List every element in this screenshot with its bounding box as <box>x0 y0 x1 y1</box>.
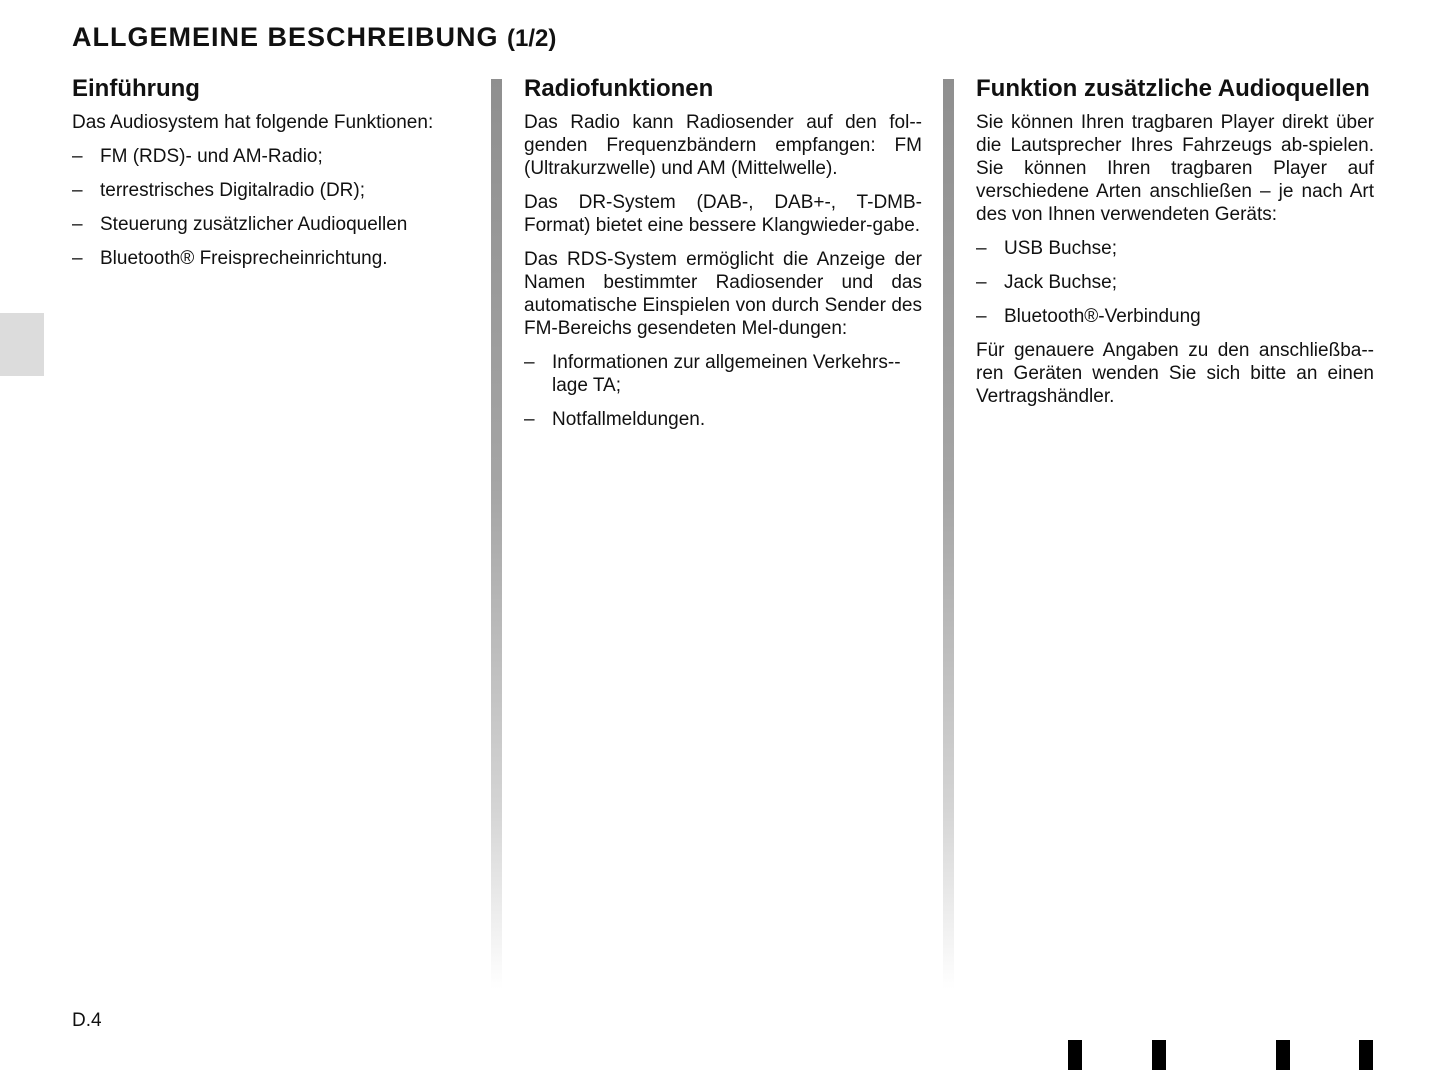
page-title-text: ALLGEMEINE BESCHREIBUNG <box>72 22 499 52</box>
section-introduction <box>72 74 470 281</box>
list-item: – Steuerung zusätzlicher Audioquellen <box>72 214 408 235</box>
column-divider <box>943 79 954 989</box>
feature-list <box>72 145 470 270</box>
section-audio-sources <box>976 74 1374 419</box>
list-bullet: – <box>976 306 987 327</box>
connection-list <box>976 237 1374 328</box>
list-bullet: – <box>72 214 83 235</box>
column-divider <box>491 79 502 989</box>
radio-paragraph: Das Radio kann Radiosender auf den fol-genden Frequenzbändern empfangen: FM (Ultrakurzwelle) und AM (Mittelwelle). <box>524 112 922 179</box>
section-heading-audio-sources: Funktion zusätzliche Audioquellen <box>976 75 1370 102</box>
radio-paragraph: Das RDS-System ermöglicht die Anzeige der Namen bestimmter Radiosender und das automatische Einspielen von durch Sender des FM-Bereichs gesendeten Mel-dungen: <box>524 249 922 339</box>
section-heading-radio: Radiofunktionen <box>524 75 714 102</box>
list-bullet: – <box>72 248 83 269</box>
print-mark <box>1068 1040 1082 1070</box>
page-title <box>72 22 556 53</box>
print-mark <box>1359 1040 1373 1070</box>
list-item: – USB Buchse; <box>976 238 1117 259</box>
audio-sources-footer: Für genauere Angaben zu den anschließba-ren Geräten wenden Sie sich bitte an einen Vertragshändler. <box>976 340 1374 407</box>
section-radio-functions <box>524 74 922 442</box>
list-bullet: – <box>524 352 535 373</box>
list-bullet: – <box>524 409 535 430</box>
list-item: – FM (RDS)- und AM-Radio; <box>72 146 323 167</box>
list-item: – Bluetooth® Freisprecheinrichtung. <box>72 248 388 269</box>
list-item: – Informationen zur allgemeinen Verkehrs-lage TA; <box>524 352 901 396</box>
page-indicator: (1/2) <box>507 25 557 52</box>
list-item: – Bluetooth®-Verbindung <box>976 306 1201 327</box>
list-item: – Jack Buchse; <box>976 272 1117 293</box>
list-bullet: – <box>72 146 83 167</box>
list-item: – Notfallmeldungen. <box>524 409 706 430</box>
print-mark <box>1152 1040 1166 1070</box>
list-bullet: – <box>976 238 987 259</box>
rds-message-list <box>524 351 922 431</box>
print-mark <box>1276 1040 1290 1070</box>
chapter-tab <box>0 313 44 376</box>
list-item: – terrestrisches Digitalradio (DR); <box>72 180 366 201</box>
list-bullet: – <box>72 180 83 201</box>
introduction-text: Das Audiosystem hat folgende Funktionen: <box>72 112 434 133</box>
list-bullet: – <box>976 272 987 293</box>
audio-sources-intro: Sie können Ihren tragbaren Player direkt über die Lautsprecher Ihres Fahrzeugs ab-spielen. Sie können Ihren tragbaren Player auf verschiedene Arten anschließen – je nach Art des von Ihnen verwendeten Geräts: <box>976 112 1374 225</box>
section-heading-introduction: Einführung <box>72 75 200 102</box>
page-number: D.4 <box>72 1010 102 1031</box>
radio-paragraph: Das DR-System (DAB-, DAB+-, T-DMB-Format) bietet eine bessere Klangwieder-gabe. <box>524 192 922 236</box>
